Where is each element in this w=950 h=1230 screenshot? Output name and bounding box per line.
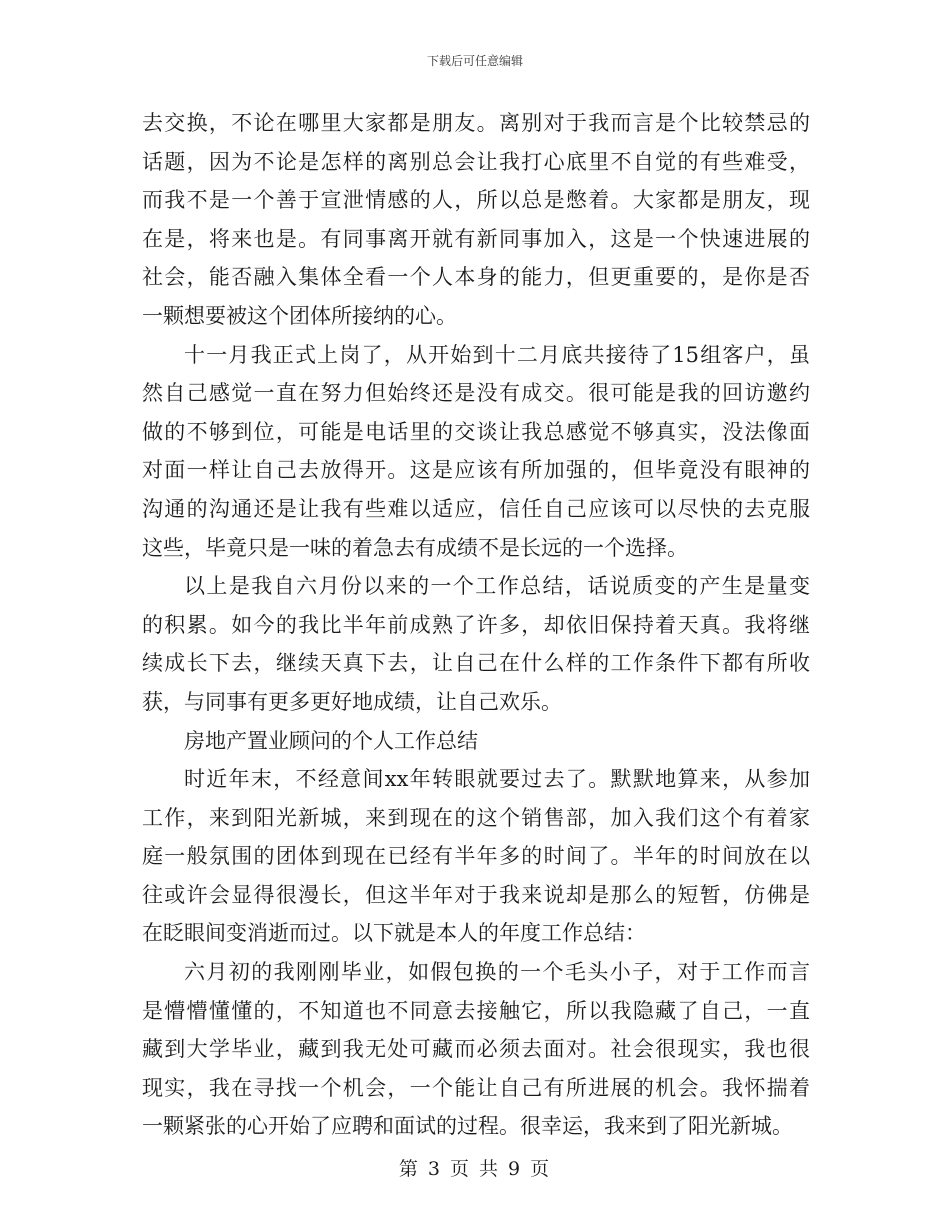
text-line: 而我不是一个善于宣泄情感的人，所以总是憋着。大家都是朋友，现 xyxy=(142,188,810,213)
text-line: 藏到大学毕业，藏到我无处可藏而必须去面对。社会很现实，我也很 xyxy=(142,1037,810,1062)
text-line: 获，与同事有更多更好地成绩，让自己欢乐。 xyxy=(142,689,562,714)
text-line: 往或许会显得很漫长，但这半年对于我来说却是那么的短暂，仿佛是 xyxy=(142,882,810,907)
text-line: 以上是我自六月份以来的一个工作总结，话说质变的产生是量变 xyxy=(184,574,810,599)
text-line: 在眨眼间变消逝而过。以下就是本人的年度工作总结： xyxy=(142,921,646,946)
paragraph xyxy=(142,567,810,721)
text-line: 六月初的我刚刚毕业，如假包换的一个毛头小子，对于工作而言 xyxy=(184,960,810,985)
paragraph xyxy=(142,760,810,953)
document-body xyxy=(142,104,810,1146)
page-header: 下载后可任意编辑 xyxy=(426,54,523,68)
text-line: 沟通的沟通还是让我有些难以适应，信任自己应该可以尽快的去克服 xyxy=(142,496,810,521)
text-line: 社会，能否融入集体全看一个人本身的能力，但更重要的，是你是否 xyxy=(142,265,810,290)
text-line: 一颗紧张的心开始了应聘和面试的过程。很幸运，我来到了阳光新城。 xyxy=(142,1114,793,1139)
text-line: 然自己感觉一直在努力但始终还是没有成交。很可能是我的回访邀约 xyxy=(142,381,810,406)
text-line: 房地产置业顾问的个人工作总结 xyxy=(184,728,478,753)
paragraph xyxy=(142,104,810,336)
paragraph xyxy=(142,336,810,568)
page-number: 第 3 页 共 9 页 xyxy=(398,1158,552,1180)
text-line: 十一月我正式上岗了，从开始到十二月底共接待了15组客户，虽 xyxy=(184,342,810,367)
text-line: 是懵懵懂懂的，不知道也不同意去接触它，所以我隐藏了自己，一直 xyxy=(142,998,810,1023)
text-line: 时近年末，不经意间xx年转眼就要过去了。默默地算来，从参加 xyxy=(184,767,810,792)
text-line: 的积累。如今的我比半年前成熟了许多，却依旧保持着天真。我将继 xyxy=(142,612,810,637)
text-line: 话题，因为不论是怎样的离别总会让我打心底里不自觉的有些难受， xyxy=(142,149,810,174)
text-line: 做的不够到位，可能是电话里的交谈让我总感觉不够真实，没法像面 xyxy=(142,419,810,444)
text-line: 对面一样让自己去放得开。这是应该有所加强的，但毕竟没有眼神的 xyxy=(142,458,810,483)
text-line: 续成长下去，继续天真下去，让自己在什么样的工作条件下都有所收 xyxy=(142,651,810,676)
paragraph xyxy=(142,722,810,761)
text-line: 去交换，不论在哪里大家都是朋友。离别对于我而言是个比较禁忌的 xyxy=(142,111,810,135)
text-line: 工作，来到阳光新城，来到现在的这个销售部，加入我们这个有着家 xyxy=(142,805,810,830)
paragraph xyxy=(142,953,810,1146)
text-line: 这些，毕竟只是一味的着急去有成绩不是长远的一个选择。 xyxy=(142,535,688,560)
text-line: 现实，我在寻找一个机会，一个能让自己有所进展的机会。我怀揣着 xyxy=(142,1075,810,1100)
text-line: 一颗想要被这个团体所接纳的心。 xyxy=(142,303,457,328)
text-line: 庭一般氛围的团体到现在已经有半年多的时间了。半年的时间放在以 xyxy=(142,844,810,869)
text-line: 在是，将来也是。有同事离开就有新同事加入，这是一个快速进展的 xyxy=(142,226,810,251)
